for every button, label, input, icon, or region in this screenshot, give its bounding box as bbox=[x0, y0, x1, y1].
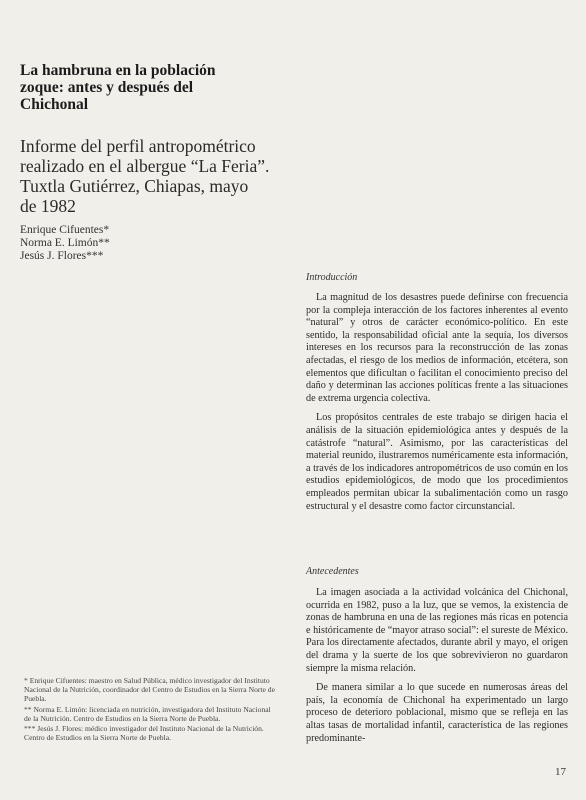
subtitle-line: Informe del perfil antropométrico bbox=[20, 136, 256, 156]
article-subtitle bbox=[20, 136, 340, 216]
title-line: zoque: antes y después del bbox=[20, 79, 194, 96]
article-title bbox=[20, 62, 340, 113]
author-name: Enrique Cifuentes* bbox=[20, 224, 110, 236]
section-heading-antecedentes: Antecedentes bbox=[306, 566, 359, 577]
subtitle-line: Tuxtla Gutiérrez, Chiapas, mayo bbox=[20, 176, 249, 196]
intro-body bbox=[306, 292, 568, 520]
title-line: Chichonal bbox=[20, 96, 89, 113]
antecedentes-body bbox=[306, 587, 568, 752]
footnote: * Enrique Cifuentes: maestro en Salud Pública, médico investigador del Instituto Nacional de la Nutrición, coordinador del Centro de Estudios en la Sierra Norte de Puebla. bbox=[24, 676, 275, 704]
subtitle-line: de 1982 bbox=[20, 196, 76, 216]
section-heading-introduccion: Introducción bbox=[306, 272, 358, 283]
body-paragraph: Los propósitos centrales de este trabajo se dirigen hacia el análisis de la situación epidemiológica antes y después de la catástrofe “natural”. Asimismo, por las características del material reunido, ilustraremos numéricamente esta información, a través de los indicadores antropométricos de uso común en los estudios epidemiológicos, de modo que los procedimientos empleados permitan ubicar la subalimentación como un rasgo estructural y el desastre como factor circunstancial. bbox=[306, 412, 568, 512]
footnote: ** Norma E. Limón: licenciada en nutrición, investigadora del Instituto Nacional de la Nutrición. Centro de Estudios en la Sierra Norte de Puebla. bbox=[24, 704, 271, 723]
page-number: 17 bbox=[555, 766, 566, 778]
author-name: Jesús J. Flores*** bbox=[20, 250, 104, 262]
subtitle-line: realizado en el albergue “La Feria”. bbox=[20, 156, 270, 176]
author-list bbox=[20, 224, 110, 263]
body-paragraph: De manera similar a lo que sucede en numerosas áreas del país, la economía de Chichonal ha experimentado un largo proceso de deterioro poblacional, mismo que se refleja en las altas tasas de mortalidad infantil, característica de las regiones predominante- bbox=[306, 682, 568, 744]
footnote: *** Jesús J. Flores: médico investigador del Instituto Nacional de la Nutrición. Centro de Estudios en la Sierra Norte de Puebla. bbox=[24, 724, 264, 743]
body-paragraph: La imagen asociada a la actividad volcánica del Chichonal, ocurrida en 1982, puso a la luz, que se vemos, la existencia de zonas de hambruna en una de las regiones más ricas en potencia e históricamente de “mayor atraso social”: el sureste de México. Para los directamente afectados, durante abril y mayo, el origen del drama y la suerte de los que sobrevivieron no guardaron siempre la misma relación. bbox=[306, 587, 568, 674]
author-name: Norma E. Limón** bbox=[20, 237, 110, 249]
title-line: La hambruna en la población bbox=[20, 62, 216, 79]
footnotes bbox=[24, 676, 276, 743]
body-paragraph: La magnitud de los desastres puede definirse con frecuencia por la compleja interacción de los factores inherentes al evento “natural” y otros de carácter económico-político. En este sentido, la responsabilidad oficial ante la sequía, los diversos intereses en los recursos para la reconstrucción de las zonas afectadas, el riesgo de los medios de información, etcétera, son elementos que dificultan o facilitan el conocimiento preciso del daño y determinan las acciones políticas frente a las situaciones de extrema urgencia colectiva. bbox=[306, 292, 568, 404]
